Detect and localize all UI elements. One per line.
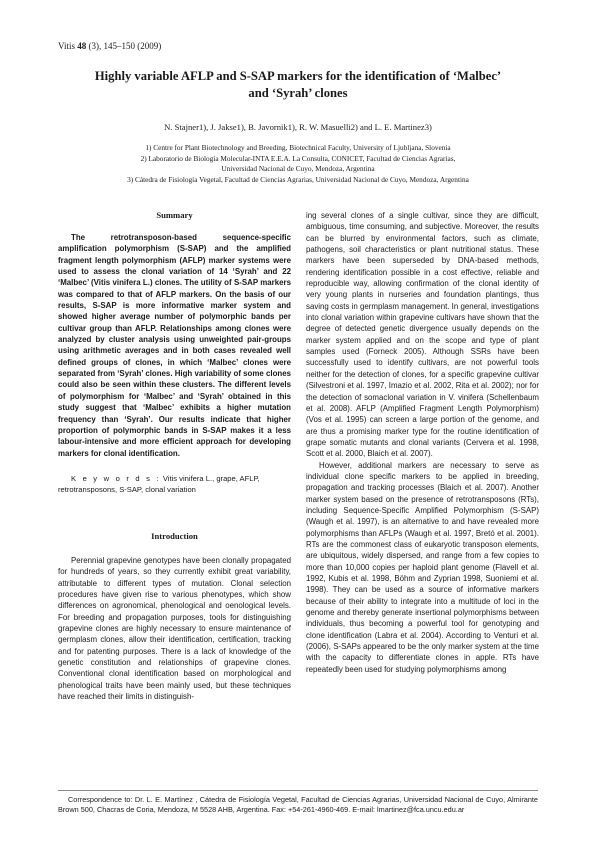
- keywords-text: Vitis vinifera L., grape, AFLP, retrotransposons, S-SAP, clonal variation: [58, 473, 260, 494]
- footnote-divider: [58, 790, 538, 791]
- title-line-2: and ‘Syrah’ clones: [248, 86, 348, 100]
- journal-issue-pages: (3), 145–150 (2009): [88, 41, 162, 51]
- article-title: [58, 68, 538, 102]
- intro-paragraph-1: Perennial grapevine genotypes have been clonally propagated for hundreds of years, so they currently exhibit great variability, attributable to different types of mutation. Clonal selection procedures have given rise to various phenotypes, which show differences on agronomical, phenological and oenological levels. For breeding and propagation purposes, tools for distinguishing grapevine clones are highly necessary to ensure maintenance of germplasm clones, allow their identification, certification, tracking and for patenting purposes. There is a lack of knowledge of the genetic constitution and relationships of grapevine clones. Conventional clonal identification based on morphological and phenological traits have been mainly used, but these techniques have reached their limits in distinguish-: [58, 555, 291, 701]
- right-column: [306, 210, 539, 675]
- affiliation-2-cont: Universidad Nacional de Cuyo, Mendoza, Argentina: [221, 164, 375, 174]
- author-list: N. Stajner1), J. Jakse1), B. Javornik1), R. W. Masuelli2) and L. E. Martinez3): [164, 122, 432, 132]
- affiliations: [58, 143, 538, 185]
- affiliation-2: 2) Laboratorio de Biología Molecular-INTA E.E.A. La Consulta, CONICET, Facultad de Ciencias Agrarias,: [140, 153, 456, 163]
- affiliation-3: 3) Cátedra de Fisiología Vegetal, Facultad de Ciencias Agrarias, Universidad Nacional de Cuyo, Mendoza, Argentina: [127, 174, 469, 184]
- affiliation-1: 1) Centre for Plant Biotechnology and Breeding, Biotechnical Faculty, University of Ljubljana, Slovenia: [145, 143, 451, 152]
- summary-heading: Summary: [156, 210, 193, 220]
- intro-paragraph-1-cont: ing several clones of a single cultivar, since they are difficult, ambiguous, time consuming, and subjective. Moreover, the results can be blurred by environmental factors, such as climate, pathogens, soil characteristics or plant nutritional status. These markers have been superseded by DNA-based methods, rendering identification possible in a cost effective, reliable and reproducible way, allowing confirmation of the clonal identity of very young plants in nurseries and foundation plantings, thus saving costs in germplasm management. In general, investigations into clonal variation within grapevine cultivars have shown that the degree of detected genetic divergence usually depends on the marker system applied and on the scope and type of plant samples used (Forneck 2005). Although SSRs have been successfully used to identify cultivars, are not powerful tools neither for the detection of clones, for a specific grapevine cultivar (Silvestroni et al. 1997, Imazio et al. 2002, Rita et al. 2002); nor for the detection of somaclonal variation in V. vinifera (Schellenbaum et al. 2008). AFLP (Amplified Fragment Length Polymorphism) (Vos et al. 1995) can screen a large portion of the genome, and are thus a promising marker type for the routine identification of grape somatic mutants and clonal variants (Cervera et al. 1998, Scott et al. 2000, Blaich et al. 2007).: [306, 211, 539, 459]
- summary-text: The retrotransposon-based sequence-specific amplification polymorphism (S-SAP) and the amplified fragment length polymorphism (AFLP) marker systems were used to assess the clonal variation of 14 ‘Syrah’ and 22 ‘Malbec’ (Vitis vinifera L.) clones. The utility of S-SAP markers was compared to that of AFLP markers. On the basis of our results, S-SAP is more informative marker system and showed higher average number of polymorphic bands per cultivar group than AFLP. Relationships among clones were analyzed by cluster analysis using unweighted pair-groups using arithmetic averages and in both cases revealed well defined groups of clones, in which ‘Malbec’ clones were separated from ‘Syrah’ clones. High variability of some clones could also be seen within these clusters. The different levels of polymorphism for ‘Malbec’ and ‘Syrah’ obtained in this study suggest that ‘Malbec’ exhibits a higher mutation frequency than ‘Syrah’. Our results indicate that higher proportion of polymorphic bands in S-SAP makes it a less labour-intensive and more efficient approach for developing markers for clonal identification.: [58, 233, 291, 458]
- title-line-1: Highly variable AFLP and S-SAP markers for the identification of ‘Malbec’: [94, 69, 502, 83]
- keywords: [58, 473, 291, 495]
- correspondence-footnote: Correspondence to: Dr. L. E. Martínez , Cátedra de Fisiología Vegetal, Facultad de Ciencias Agrarias, Universidad Nacional de Cuyo, Almirante Brown 500, Chacras de Coria, Mendoza, M 5528 AHB, Argentina. Fax: +54-261-4960-469. E-mail: lmartinez@fca.uncu.edu.ar: [58, 795, 538, 815]
- journal-name: Vitis: [58, 41, 75, 51]
- introduction-heading: Introduction: [151, 530, 198, 541]
- intro-paragraph-2: However, additional markers are necessary to serve as individual clone specific markers to be applied in breeding, propagation and tracking processes (Blaich et al. 2007). Another marker system based on the presence of retrotransposons (RTs), including Sequence-Specific Amplified Polymorphism (S-SAP) (Waugh et al. 1997), is an alternative to and have revealed more polymorphisms than AFLPs (Waugh et al. 1997, Bretó et al. 2001). RTs are the commonest class of eukaryotic transposon elements, are ubiquitous, widely dispersed, and range from a few copies to more than 10,000 copies per haploid plant genome (Flavell et al. 1992, Kubis et al. 1998, Böhm and Zyprian 1998, Suoniemi et al. 1998). They can be used as a source of informative markers because of their ability to integrate into a multitude of loci in the genome and thereby generate insertional polymorphisms between individuals, thus becoming a powerful tool for genotyping and clone identification (Labra et al. 2004). According to Venturi et al. (2006), S-SAPs appeared to be the only marker system at the time with the capacity to differentiate clones in apple. RTs have repeatedly been used for studying polymorphisms among: [306, 460, 539, 674]
- left-column: [58, 210, 291, 702]
- running-head: [58, 41, 161, 51]
- keywords-label: K e y w o r d s :: [71, 473, 161, 483]
- journal-volume: 48: [77, 41, 87, 51]
